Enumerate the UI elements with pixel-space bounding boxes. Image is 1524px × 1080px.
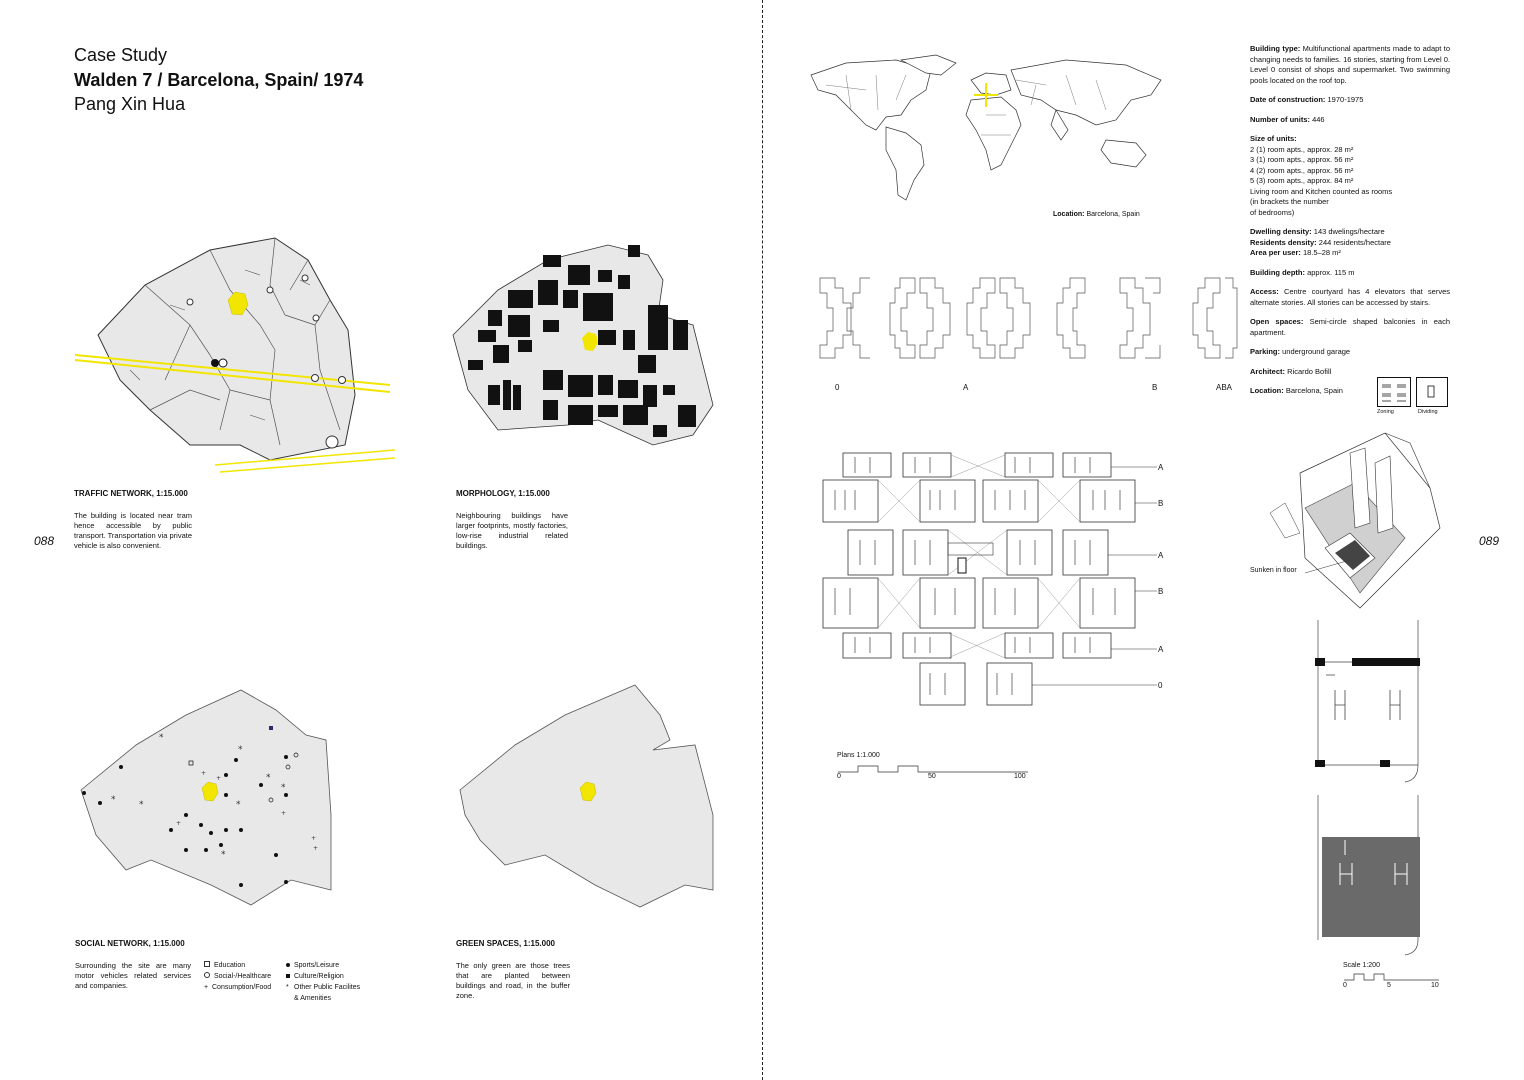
world-map-caption-value: Barcelona, Spain (1086, 211, 1140, 218)
size-item: 4 (2) room apts., approx. 56 m² (1250, 165, 1354, 175)
morphology-map-title: MORPHOLOGY, 1:15.000 (456, 489, 550, 498)
open-spaces-label: Open spaces: (1250, 317, 1304, 326)
section-label-a: A (963, 383, 969, 392)
legend-sports (286, 960, 360, 971)
svg-text:+: + (201, 770, 207, 777)
social-map-text: Surrounding the site are many motor vehicles related services and companies. (75, 961, 191, 990)
plan-scale-tick: 100 (1014, 773, 1026, 780)
residents-label: Residents density: (1250, 237, 1317, 247)
svg-text:+: + (216, 775, 222, 782)
location-label: Location: (1250, 386, 1284, 395)
area-label: Area per user: (1250, 248, 1301, 257)
social-legend-col1 (204, 960, 271, 993)
social-map-title: SOCIAL NETWORK, 1:15.000 (75, 939, 185, 948)
svg-text:+: + (176, 820, 182, 827)
unit-scale-tick: 10 (1431, 982, 1439, 989)
size-note: Living room and Kitchen counted as rooms (1250, 186, 1393, 196)
svg-text:*: * (221, 850, 226, 860)
traffic-map-title: TRAFFIC NETWORK, 1:15.000 (74, 489, 188, 498)
case-study-label: Case Study (74, 45, 168, 65)
green-map-text: The only green are those trees that are planted between buildings and road, in the buffer zone. (456, 961, 570, 1000)
svg-text:*: * (111, 795, 116, 805)
dividing-diagram (1416, 377, 1448, 407)
dwelling-value: 143 dwelings/hectare (1313, 227, 1385, 236)
svg-text:*: * (159, 733, 164, 743)
legend-healthcare-label: Social-/Healthcare (214, 973, 272, 980)
morphology-map (448, 235, 718, 460)
size-note: of bedrooms) (1250, 207, 1295, 217)
architect-value: Ricardo Bofill (1287, 366, 1332, 376)
page-divider (762, 0, 763, 1080)
green-map-title: GREEN SPACES, 1:15.000 (456, 939, 556, 948)
page-number-left: 088 (34, 534, 55, 548)
social-legend-col2 (286, 960, 360, 1004)
world-map (806, 55, 1168, 205)
plan-level-label: A (1158, 551, 1164, 560)
size-item: 5 (3) room apts., approx. 84 m² (1250, 176, 1354, 185)
building-type-value: Multifunctional apartments made to adapt to changing needs to families. 16 stories, starting from Level 0. Level 0 consist of shops and supermarket. Two swimming pools located on the roof top. (1250, 44, 1450, 85)
legend-consumption: + Consumption/Food (204, 984, 272, 991)
unit-scale-title: Scale 1:200 (1343, 962, 1380, 969)
svg-text:*: * (236, 800, 241, 810)
author-name: Pang Xin Hua (74, 94, 186, 114)
building-type-label: Building type: (1250, 44, 1301, 53)
legend-education (204, 960, 271, 971)
dwelling-label: Dwelling density: (1250, 227, 1312, 236)
svg-text:*: * (238, 745, 243, 755)
morphology-map-text: Neighbouring buildings have larger footprints, mostly factories, low-rise industrial related buildings. (456, 511, 568, 550)
unit-plan-upper (1300, 620, 1430, 790)
size-item: 3 (1) room apts., approx. 56 m² (1250, 155, 1354, 164)
svg-text:*: * (281, 783, 286, 793)
social-network-map (76, 685, 336, 910)
traffic-network-map (70, 230, 400, 480)
legend-other-label: Other Public Facilites (294, 984, 361, 991)
unit-scale-tick: 5 (1387, 982, 1391, 989)
date-label: Date of construction: (1250, 95, 1326, 104)
axo-label: Sunken in floor (1250, 567, 1297, 574)
world-map-caption-label: Location: (1053, 211, 1085, 218)
svg-text:*: * (139, 800, 144, 810)
size-item: 2 (1) room apts., approx. 28 m² (1250, 144, 1354, 154)
legend-consumption-label: Consumption/Food (212, 984, 272, 991)
building-info (1250, 44, 1450, 406)
legend-culture (286, 971, 360, 982)
legend-education-label: Education (214, 962, 246, 969)
plan-scale-tick: 50 (928, 773, 936, 780)
legend-culture-label: Culture/Religion (294, 973, 344, 980)
section-label-aba: ABA (1216, 383, 1233, 392)
date-value: 1970-1975 (1327, 95, 1364, 104)
architect-label: Architect: (1250, 366, 1286, 376)
page-title: Walden 7 / Barcelona, Spain/ 1974 (74, 70, 364, 90)
section-label-0: 0 (835, 383, 840, 392)
plan-level-label: B (1158, 587, 1164, 596)
unit-scale-tick: 0 (1343, 982, 1347, 989)
legend-healthcare (204, 971, 271, 982)
dividing-label: Dividing (1418, 409, 1438, 415)
page-number-right: 089 (1479, 534, 1500, 548)
unit-plan-lower (1300, 795, 1430, 950)
location-value: Barcelona, Spain (1285, 386, 1343, 395)
unit-scale-bar (1344, 970, 1444, 982)
depth-value: approx. 115 m (1307, 267, 1355, 277)
legend-amenities: & Amenities (294, 995, 331, 1002)
plan-level-label: B (1158, 499, 1164, 508)
parking-label: Parking: (1250, 347, 1281, 356)
zoning-label: Zoning (1377, 409, 1394, 415)
floor-plan (815, 445, 1145, 710)
depth-label: Building depth: (1250, 267, 1305, 277)
section-elevations (815, 273, 1235, 365)
section-label-b: B (1152, 383, 1158, 392)
green-spaces-map (455, 685, 715, 910)
access-label: Access: (1250, 287, 1279, 296)
access-value: Centre courtyard has 4 elevators that serves alternate stories. All stories can be accessed by stairs. (1250, 287, 1450, 307)
axonometric-unit (1265, 428, 1445, 618)
plan-scale-tick: 0 (837, 773, 841, 780)
size-label: Size of units: (1250, 134, 1297, 143)
plan-level-label: A (1158, 645, 1164, 654)
units-value: 446 (1312, 114, 1325, 124)
plan-scale-title: Plans 1:1.000 (837, 752, 880, 759)
svg-text:+: + (281, 810, 287, 817)
svg-text:*: * (266, 773, 271, 783)
svg-text:+: + (313, 845, 319, 852)
svg-text:+: + (311, 835, 317, 842)
parking-value: underground garage (1282, 347, 1351, 356)
size-note: (in brackets the number (1250, 197, 1329, 206)
legend-sports-label: Sports/Leisure (294, 962, 340, 969)
area-value: 18.5–28 m² (1302, 248, 1341, 257)
units-label: Number of units: (1250, 114, 1310, 124)
plan-level-label: 0 (1158, 681, 1163, 690)
plan-level-label: A (1158, 463, 1164, 472)
zoning-diagram (1377, 377, 1411, 407)
legend-other: * Other Public Facilites (286, 984, 361, 991)
traffic-map-text: The building is located near tram hence accessible by public transport. Transportation via private vehicle is also convenient. (74, 511, 192, 550)
residents-value: 244 residents/hectare (1318, 237, 1391, 247)
open-spaces-value: Semi-circle shaped balconies in each apartment. (1250, 317, 1450, 337)
world-map-caption (1053, 211, 1140, 218)
